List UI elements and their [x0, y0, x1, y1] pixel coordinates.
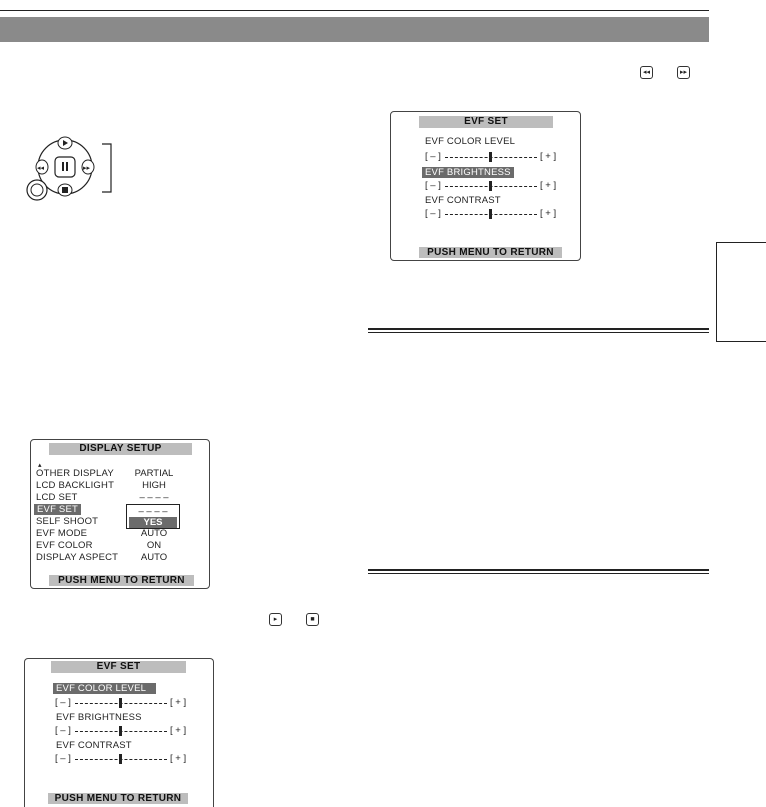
section-rule [368, 332, 709, 333]
screen-title: EVF SET [419, 116, 553, 128]
section-rule [368, 328, 709, 330]
other-display-value: PARTIAL [134, 468, 174, 479]
menu-item-self-shoot[interactable]: SELF SHOOT [36, 516, 99, 527]
slider-knob[interactable] [119, 754, 122, 764]
header-band [0, 17, 709, 42]
menu-item-evf-color-level[interactable]: EVF COLOR LEVEL [53, 683, 156, 694]
display-aspect-value: AUTO [140, 552, 168, 563]
menu-item-other-display[interactable]: OTHER DISPLAY [36, 468, 114, 479]
screen-footer: PUSH MENU TO RETURN [48, 793, 188, 804]
evf-brightness-slider[interactable]: [ – ] [ + ] [55, 725, 187, 736]
screen-title: EVF SET [51, 661, 186, 673]
menu-item-evf-color-level[interactable]: EVF COLOR LEVEL [425, 136, 516, 147]
screen-footer: PUSH MENU TO RETURN [419, 247, 562, 258]
section-rule [368, 569, 709, 571]
option-select-box[interactable] [126, 504, 180, 529]
evf-color-value: ON [146, 540, 162, 551]
section-rule [368, 573, 709, 574]
evf-contrast-slider[interactable]: [ – ] [ + ] [425, 208, 557, 219]
slider-knob[interactable] [489, 181, 492, 191]
menu-item-evf-contrast[interactable]: EVF CONTRAST [56, 740, 132, 751]
option-yes[interactable]: YES [129, 517, 177, 528]
fast-forward-icon: ▸▸ [677, 66, 690, 79]
menu-item-evf-color[interactable]: EVF COLOR [36, 540, 93, 551]
menu-item-evf-mode[interactable]: EVF MODE [36, 528, 88, 539]
menu-item-lcd-set[interactable]: LCD SET [36, 492, 78, 503]
evf-brightness-slider[interactable]: [ – ] [ + ] [425, 180, 557, 191]
scroll-up-icon: ▴ [38, 462, 42, 469]
lcd-backlight-value: HIGH [142, 480, 166, 491]
evf-color-level-slider[interactable]: [ – ] [ + ] [55, 697, 187, 708]
display-setup-screen [30, 439, 210, 589]
menu-item-evf-brightness[interactable]: EVF BRIGHTNESS [422, 167, 514, 178]
slider-knob[interactable] [119, 726, 122, 736]
slider-knob[interactable] [489, 152, 492, 162]
lcd-set-value: – – – – [139, 492, 169, 503]
menu-item-evf-set[interactable]: EVF SET [34, 504, 81, 515]
screen-title: DISPLAY SETUP [49, 443, 192, 455]
evf-mode-value: AUTO [140, 528, 168, 539]
section-tab [716, 242, 766, 342]
evf-set-screen-bottom [24, 658, 214, 807]
stop-icon: ■ [306, 613, 319, 626]
svg-text:◂◂: ◂◂ [37, 165, 45, 172]
menu-item-display-aspect[interactable]: DISPLAY ASPECT [36, 552, 119, 563]
svg-text:▸▸: ▸▸ [83, 165, 91, 172]
menu-item-evf-contrast[interactable]: EVF CONTRAST [425, 195, 501, 206]
play-icon: ▸ [269, 613, 282, 626]
evf-contrast-slider[interactable]: [ – ] [ + ] [55, 753, 187, 764]
screen-footer: PUSH MENU TO RETURN [49, 575, 194, 586]
slider-knob[interactable] [119, 698, 122, 708]
top-rule [0, 10, 709, 11]
evf-color-level-slider[interactable]: [ – ] [ + ] [425, 151, 557, 162]
option-dashes[interactable]: – – – – [138, 506, 168, 517]
rewind-icon: ◂◂ [640, 66, 653, 79]
menu-item-evf-brightness[interactable]: EVF BRIGHTNESS [56, 712, 142, 723]
menu-item-lcd-backlight[interactable]: LCD BACKLIGHT [36, 480, 115, 491]
evf-set-screen-top [390, 111, 581, 261]
slider-knob[interactable] [489, 209, 492, 219]
control-pad-illustration [25, 130, 120, 205]
